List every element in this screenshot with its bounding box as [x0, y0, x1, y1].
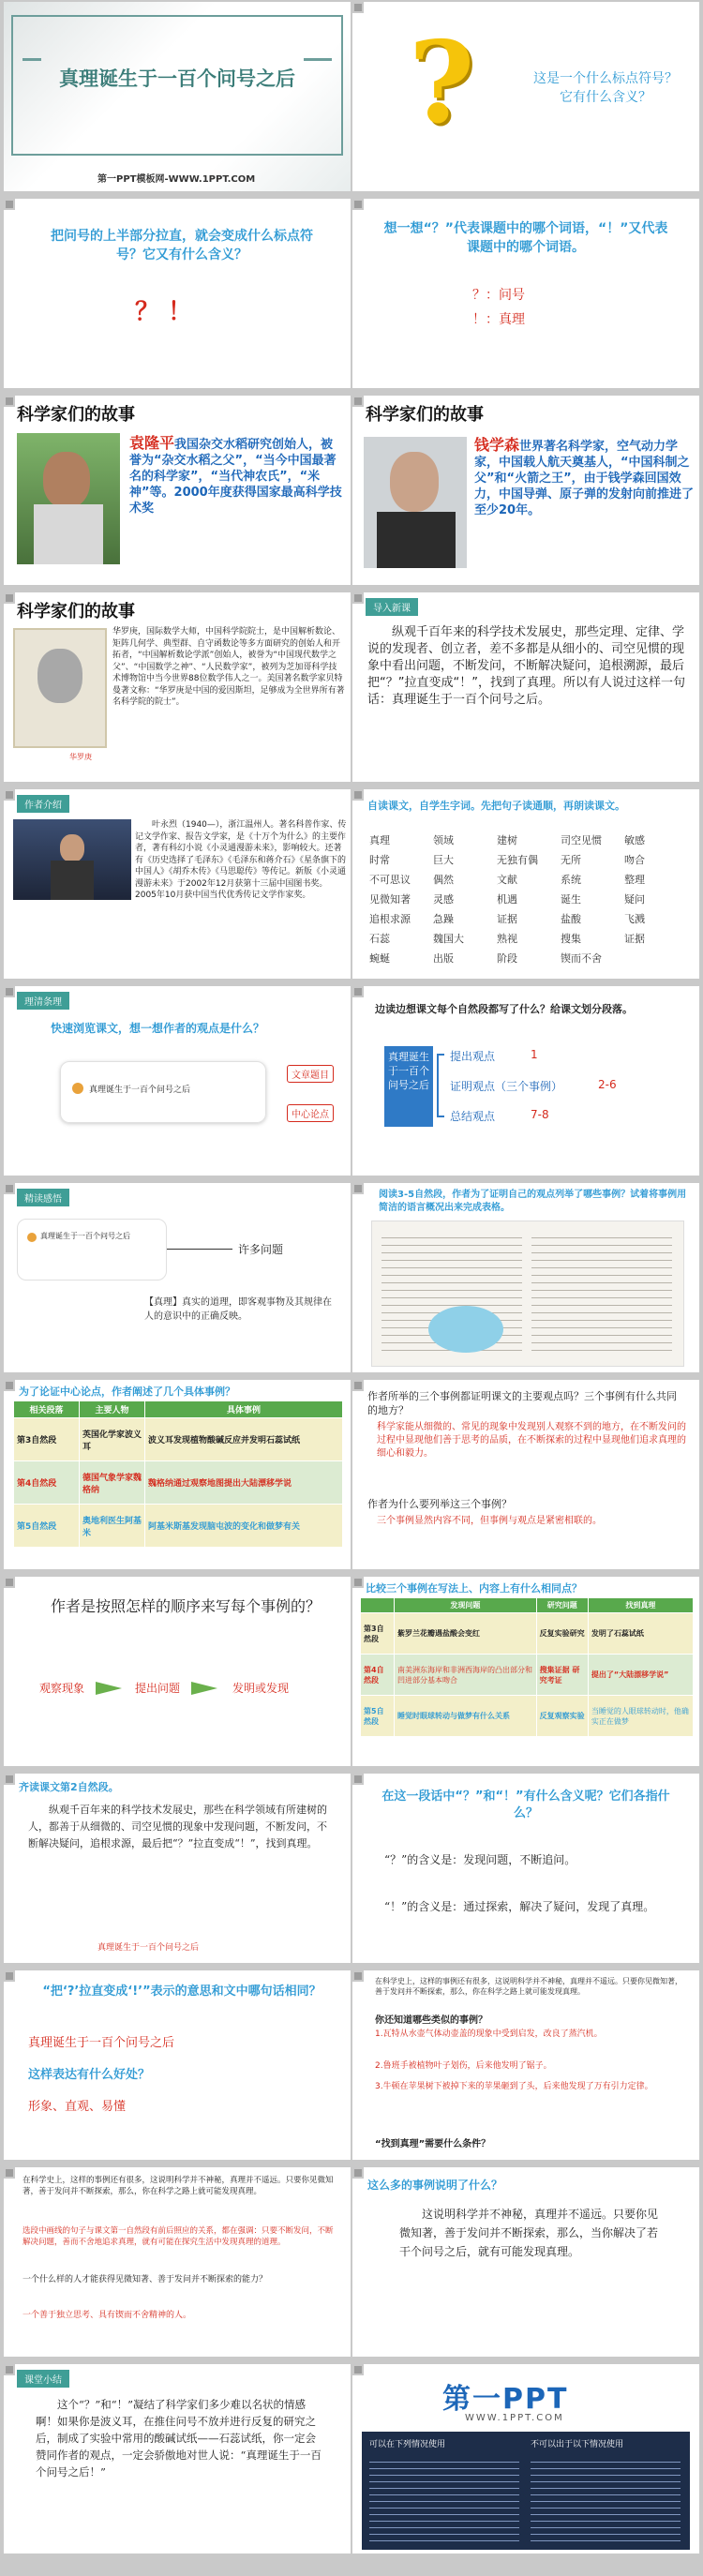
- section-tag: 精读感悟: [17, 1189, 69, 1206]
- slide-number: [352, 1577, 364, 1588]
- summary-text: 这个“？”和“！”凝结了科学家们多少难以名状的情感啊！如果你是波义耳，在推住问号不放并进行反复的研究之后，制成了实验中常用的酸碱试纸——石蕊试纸，你一定会赞同作者的观点，一定会骄傲地对世人说：“真理诞生于一百个问号之后！”: [36, 2398, 322, 2479]
- author-photo: [13, 819, 131, 900]
- slide-question-mark: [352, 2, 699, 191]
- question-text: 想一想“？”代表课题中的哪个词语，“！”又代表课题中的哪个词语。: [383, 221, 668, 255]
- word: 领域: [433, 834, 454, 846]
- num-3: 7-8: [531, 1108, 549, 1121]
- footer-text: 第一PPT模板网-WWW.1PPT.COM: [97, 174, 256, 185]
- section-tag: 作者介绍: [17, 795, 69, 813]
- word: 机遇: [497, 893, 517, 906]
- table-cell: 睡觉时眼球转动与做梦有什么关系: [395, 1696, 537, 1737]
- root-box: 真理诞生于一百个问号之后: [384, 1046, 433, 1127]
- slide-compare: [352, 1577, 699, 1766]
- word: 整理: [624, 874, 645, 886]
- slide-number: [4, 986, 15, 997]
- slide-number: [352, 1380, 364, 1391]
- item-1: 提出观点: [450, 1050, 496, 1063]
- label-thesis: 中心论点: [287, 1104, 334, 1122]
- highlight-text: 选段中画线的句子与课文第一自然段有前后照应的关系，都在强调：只要不断发问，不断解决问题，善而不舍地追求真理，就有可能在探究生活中发现真理的道理。: [22, 2226, 334, 2247]
- label-title: 文章题目: [287, 1065, 334, 1083]
- step-1: 观察现象: [39, 1682, 85, 1695]
- slide-heading: 科学家们的故事: [366, 405, 484, 425]
- word: 见微知著: [369, 893, 411, 906]
- slide-read: [352, 1183, 699, 1372]
- word: 真理: [369, 834, 390, 846]
- table-cell: 第3自然段: [14, 1418, 80, 1461]
- marks-text: ？ ！: [135, 298, 193, 326]
- num-1: 1: [531, 1048, 538, 1061]
- table-cell: 第4自然段: [14, 1461, 80, 1505]
- word: 急躁: [433, 913, 454, 925]
- table-cell: 搜集证据 研究考证: [536, 1655, 588, 1696]
- person-name: 钱学森: [474, 436, 520, 454]
- slide-number: [352, 1183, 364, 1194]
- examples-heading: 为了论证中心论点，作者阐述了几个具体事例？: [19, 1385, 235, 1398]
- col-header: 找到真理: [588, 1598, 693, 1613]
- title-card: [60, 1061, 266, 1123]
- slide-echo: [4, 2167, 351, 2357]
- info-panel: [362, 2432, 690, 2550]
- passage-text: 在科学史上，这样的事例还有很多，这说明科学并不神秘，真理并不遥远。只要你见微知著，善于发问并不断探索，那么，你在科学之路上就可能发现真理。: [375, 1977, 682, 1996]
- table-cell: 反复观察实验: [536, 1696, 588, 1737]
- section-tag: 导入新课: [366, 598, 418, 616]
- para-text: 纵观千百年来的科学技术发展史，那些在科学领域有所建树的人，都善于从细微的、司空见惯的现象中发现问题，不断发问，不断解决疑问，追根求源，最后把“？”拉直变成“！”，找到真理。: [28, 1804, 327, 1850]
- portrait-photo: [17, 433, 120, 564]
- person-name: 袁隆平: [129, 434, 175, 452]
- table-cell: 魏格纳通过观察地图提出大陆漂移学说: [145, 1461, 343, 1505]
- word: 熟视: [497, 933, 517, 945]
- word: 证据: [624, 933, 645, 945]
- slide-examples: [4, 1380, 351, 1569]
- word: 飞溅: [624, 913, 645, 925]
- slide-common: [352, 1380, 699, 1569]
- word: [624, 951, 688, 966]
- slide-number: [4, 1970, 15, 1982]
- slide-structure: [352, 986, 699, 1176]
- slide-number: [352, 2167, 364, 2179]
- question-2: 作者为什么要列举这三个事例？: [367, 1498, 512, 1510]
- meaning-heading: 在这一段话中“？”和“！”有什么含义呢？它们各指什么？: [381, 1790, 670, 1820]
- table-cell: 第5自然段: [14, 1505, 80, 1548]
- word: 系统: [561, 874, 581, 886]
- slide-number: [4, 396, 15, 407]
- arrow-icon: [191, 1682, 217, 1695]
- slide-summary: [4, 2364, 351, 2554]
- word: 灵感: [433, 893, 454, 906]
- same-heading: “把‘?’拉直变成‘!’”表示的意思和文中哪句话相同？: [42, 1984, 322, 1999]
- slide-number: [352, 199, 364, 210]
- condition-question: “找到真理”需要什么条件？: [375, 2139, 491, 2149]
- structure-heading: 边读边想课文每个自然段都写了什么？给课文划分段落。: [375, 1003, 633, 1015]
- table-cell: 第4自然段: [361, 1655, 395, 1696]
- conclusion-text: 这说明科学并不神秘，真理并不遥远。只要你见微知著，善于发问并不断探索，那么，当你解决了若干个问号之后，就有可能发现真理。: [399, 2208, 659, 2258]
- examples-question: 你还知道哪些类似的事例？: [375, 2015, 487, 2026]
- left-heading: 可以在下列情况使用: [369, 2440, 446, 2449]
- table-cell: 发明了石蕊试纸: [588, 1613, 693, 1655]
- bio-text: 华罗庚，国际数学大师，中国科学院院士，是中国解析数论、矩阵几何学、典型群、自守函数论等多方面研究的创始人和开拓者，“中国解析数论学派”创始人，被誉为“中国现代数学之父”、“中国数学之神”、“人民数学家”，被列为芝加哥科学技术博物馆中当今世界88位数学伟人之一。美国著名数学家贝特曼著文称：“华罗庚是中国的爱因斯坦，足够成为全世界所有著名科学院的院士”。: [112, 627, 345, 707]
- author-text: 叶永烈（1940—），浙江温州人。著名科普作家、传记文学作家、报告文学家，是《十万个为什么》的主要作者，著有科幻小说《小灵通漫游未来》，影响较大。还著有《历史选择了毛泽东》《毛泽东和蒋介石》《星条旗下的中国人》《胡乔木传》《马思聪传》等传记。新版《小灵通漫游未来》于2002年12月获第十三届中国图书奖。2005年10月获中国当代优秀传记文学作家奖。: [135, 820, 347, 900]
- definition-text: 【真理】真实的道理，即客观事物及其规律在人的意识中的正确反映。: [144, 1297, 332, 1322]
- question-text: 把问号的上半部分拉直，就会变成什么标点符号？它又有什么含义？: [51, 229, 313, 262]
- same-answer: 真理诞生于一百个问号之后: [28, 2036, 175, 2050]
- slide-conclusion: [352, 2167, 699, 2357]
- slide-same: [4, 1970, 351, 2160]
- compare-heading: 比较三个事例在写法上、内容上有什么相同点？: [366, 1582, 582, 1595]
- word: 搜集: [561, 933, 581, 945]
- portrait-photo: [364, 437, 467, 568]
- brand-url: WWW.1PPT.COM: [465, 2413, 564, 2423]
- bio-text: 世界著名科学家，空气动力学家，中国载人航天奠基人，“中国科制之父”和“火箭之王”，由于钱学森回国效力，中国导弹、原子弹的发射向前推进了至少20年。: [474, 440, 695, 517]
- slide-qian: [352, 396, 699, 585]
- col-header: 相关段落: [14, 1401, 80, 1418]
- title-card: [17, 1219, 167, 1281]
- slide-think: [352, 199, 699, 388]
- slide-exclaim: [4, 199, 351, 388]
- word: 阶段: [497, 952, 517, 965]
- slide-other-examples: [352, 1970, 699, 2160]
- example-2: 2.鲁班手被植物叶子划伤，后来他发明了锯子。: [375, 2061, 552, 2071]
- word: 不可思议: [369, 874, 411, 886]
- table-cell: 提出了“大陆漂移学说”: [588, 1655, 693, 1696]
- slide-number: [4, 592, 15, 604]
- words-heading: 自读课文，自学生字词。先把句子读通顺，再朗读课文。: [367, 800, 625, 812]
- word: 敏感: [624, 834, 645, 846]
- conclusion-heading: 这么多的事例说明了什么？: [367, 2179, 503, 2192]
- section-tag: 理清条理: [17, 992, 69, 1010]
- arrow-label: 许多问题: [238, 1243, 284, 1256]
- slide-number: [352, 2, 364, 13]
- slide-truth: [4, 1183, 351, 1372]
- slide-number: [4, 1577, 15, 1588]
- word: 建树: [497, 834, 517, 846]
- bio-text: 我国杂交水稻研究创始人，被誉为“杂交水稻之父”，“当今中国最著名的科学家”，“当代神农氏”，“米神”等。2000年度获得国家最高科学技术奖: [129, 438, 342, 516]
- bio: [474, 437, 694, 518]
- word: 无独有偶: [497, 854, 538, 866]
- slide-hua: [4, 592, 351, 782]
- slide-number: [352, 1774, 364, 1785]
- slide-intro: [352, 592, 699, 782]
- example-1: 1.瓦特从水壶气体动壶盖的现象中受到启发，改良了蒸汽机。: [375, 2029, 603, 2039]
- slide-meaning: [352, 1774, 699, 1963]
- table-cell: 阿基米斯基发现脑屯波的变化和做梦有关: [145, 1505, 343, 1548]
- ability-answer: 一个善于独立思考、具有锲而不舍精神的人。: [22, 2311, 192, 2320]
- word: 诞生: [561, 893, 581, 906]
- table-cell: 紫罗兰花瓣遇盐酸会变红: [395, 1613, 537, 1655]
- table-cell: 德国气象学家魏格纳: [80, 1461, 145, 1505]
- outline-heading: 快速浏览课文，想一想作者的观点是什么？: [51, 1022, 265, 1035]
- col-header: 主要人物: [80, 1401, 145, 1418]
- title-text: 真理诞生于一百个问号之后: [59, 67, 295, 90]
- slide-number: [352, 592, 364, 604]
- num-2: 2-6: [598, 1078, 617, 1091]
- section-tag: 课堂小结: [17, 2370, 69, 2388]
- table-cell: 第5自然段: [361, 1696, 395, 1737]
- arrow-icon: [96, 1682, 122, 1695]
- para-underline: 真理诞生于一百个问号之后: [97, 1943, 200, 1953]
- slide-number: [352, 2364, 364, 2375]
- answer-1: ？：问号: [472, 288, 525, 303]
- item-2: 证明观点（三个事例）: [450, 1080, 563, 1093]
- col-header: 发现问题: [395, 1598, 537, 1613]
- slide-brand: [352, 2364, 699, 2554]
- slide-outline: [4, 986, 351, 1176]
- slide-number: [352, 396, 364, 407]
- word: 盐酸: [561, 913, 581, 925]
- right-heading: 不可以出于以下情况使用: [531, 2440, 624, 2449]
- arrow-line: [167, 1249, 232, 1250]
- intro-text: 纵观千百年来的科学技术发展史，那些定理、定律、学说的发现者、创立者，差不多都是从细小的、司空见惯的现象中看出问题，不断发问，不断解决疑问，追根溯源，最后把“？”拉直变成“！”，找到了真理。所以有人说过这样一句话：真理诞生于一百个问号之后。: [367, 625, 685, 707]
- slide-number: [352, 789, 364, 801]
- slide-number: [4, 2364, 15, 2375]
- answer-2: 三个事例显然内容不同，但事例与观点是紧密相联的。: [377, 1516, 602, 1526]
- question-1: 作者所举的三个事例都证明课文的主要观点吗？三个事例有什么共同的地方？: [367, 1390, 677, 1416]
- ability-question: 一个什么样的人才能获得见微知著、善于发问并不断探索的能力？: [22, 2275, 268, 2284]
- word: 锲而不舍: [561, 952, 602, 965]
- col-header: 具体事例: [145, 1401, 343, 1418]
- step-3: 发明或发现: [232, 1682, 290, 1695]
- brand-logo: 第一PPT: [442, 2383, 569, 2416]
- word: 石蕊: [369, 933, 390, 945]
- portrait-photo: [13, 628, 107, 748]
- order-heading: 作者是按照怎样的顺序来写每个事例的？: [51, 1597, 322, 1615]
- answer-2: ！：真理: [472, 312, 525, 327]
- slide-number: [4, 1380, 15, 1391]
- table-cell: 南美洲东海岸和非洲西海岸的凸出部分和凹进部分基本吻合: [395, 1655, 537, 1696]
- col-header: 研究问题: [536, 1598, 588, 1613]
- table-cell: 波义耳发现植物酸碱反应并发明石蕊试纸: [145, 1418, 343, 1461]
- meaning-2: “！”的含义是：通过探索，解决了疑问，发现了真理。: [384, 1900, 655, 1913]
- table-cell: 当睡觉的人眼球转动时，他确实正在做梦: [588, 1696, 693, 1737]
- word: 疑问: [624, 893, 645, 906]
- passage-text: 在科学史上，这样的事例还有很多，这说明科学并不神秘，真理并不遥远。只要你见微知著，善于发问并不断探索，那么，你在科学之路上就可能发现真理。: [22, 2176, 334, 2196]
- slide-number: [4, 199, 15, 210]
- question-mark-icon: ?: [409, 17, 475, 149]
- question-text: 这是一个什么标点符号？它有什么含义？: [533, 71, 678, 105]
- table-cell: 英国化学家波义耳: [80, 1418, 145, 1461]
- word: 时常: [369, 854, 390, 866]
- table-cell: 奥地利医生阿基米: [80, 1505, 145, 1548]
- slide-author: [4, 789, 351, 979]
- word: 巨大: [433, 854, 454, 866]
- example-3: 3.牛顿在苹果树下被掉下来的苹果砸到了头，后来他发现了万有引力定律。: [375, 2082, 653, 2091]
- textbook-image: [371, 1221, 684, 1367]
- answer-1: 科学家能从细微的、常见的现象中发现别人观察不到的地方，在不断发问的过程中显现他们善于思考的品质，在不断探索的过程中显现他们追求真理的细心和毅力。: [377, 1422, 686, 1459]
- slide-heading: 科学家们的故事: [17, 405, 135, 425]
- table-cell: 反复实验研究: [536, 1613, 588, 1655]
- bracket: [437, 1054, 444, 1117]
- table-cell: 第3自然段: [361, 1613, 395, 1655]
- slide-order: [4, 1577, 351, 1766]
- word: 无所: [561, 854, 581, 866]
- item-3: 总结观点: [450, 1110, 496, 1123]
- card-icon: [27, 1233, 37, 1242]
- word: 追根求源: [369, 913, 411, 925]
- word: 吻合: [624, 854, 645, 866]
- word: 证据: [497, 913, 517, 925]
- word: 司空见惯: [561, 834, 602, 846]
- meaning-1: “？”的含义是：发现问题，不断追问。: [384, 1853, 576, 1866]
- slide-number: [4, 1183, 15, 1194]
- word: 魏国大: [433, 933, 464, 945]
- bio: [129, 435, 345, 517]
- same-question-2: 这样表达有什么好处？: [28, 2068, 151, 2082]
- slide-para2: [4, 1774, 351, 1963]
- examples-table: [13, 1400, 343, 1548]
- slide-number: [4, 1774, 15, 1785]
- read-heading: 阅读3-5自然段，作者为了证明自己的观点列举了哪些事例？试着将事例用简洁的语言概况出来完成表格。: [379, 1190, 687, 1213]
- para-heading: 齐读课文第2自然段。: [19, 1781, 119, 1793]
- slide-number: [352, 986, 364, 997]
- slide-title: [4, 2, 351, 191]
- slide-number: [4, 789, 15, 801]
- card-icon: [72, 1083, 83, 1094]
- slide-words: [352, 789, 699, 979]
- slide-yuan: [4, 396, 351, 585]
- card-text: 真理诞生于一百个问号之后: [89, 1086, 191, 1095]
- same-words: 形象、直观、易懂: [28, 2100, 127, 2114]
- word: 蜿蜒: [369, 952, 390, 965]
- compare-table: [360, 1597, 694, 1737]
- word: 出版: [433, 952, 454, 965]
- words-grid: [369, 832, 688, 966]
- word: 偶然: [433, 874, 454, 886]
- slide-number: [352, 1970, 364, 1982]
- step-2: 提出问题: [135, 1682, 181, 1695]
- card-text: 真理诞生于一百个问号之后: [40, 1232, 130, 1240]
- word: 文献: [497, 874, 517, 886]
- slide-number: [4, 2167, 15, 2179]
- slide-heading: 科学家们的故事: [17, 602, 135, 622]
- photo-caption: 华罗庚: [69, 753, 92, 761]
